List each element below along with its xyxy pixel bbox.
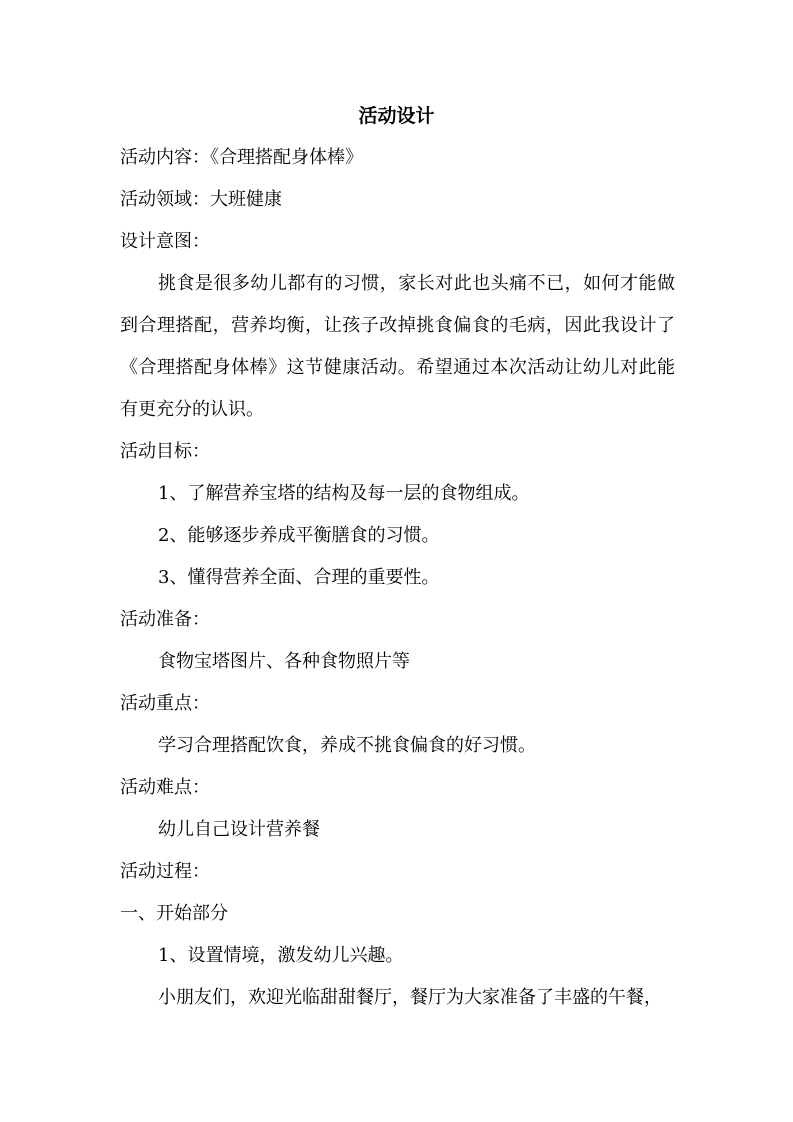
goal-item: 2、能够逐步养成平衡膳食的习惯。 (158, 525, 440, 546)
activity-content-line: 活动内容：《合理搭配身体棒》 (120, 147, 363, 168)
section-one-heading: 一、开始部分 (120, 903, 228, 924)
key-point-heading: 活动重点： (120, 693, 210, 714)
intent-paragraph-line: 到合理搭配，营养均衡，让孩子改掉挑食偏食的毛病，因此我设计了 (120, 315, 675, 336)
goal-item: 3、懂得营养全面、合理的重要性。 (158, 567, 440, 588)
preparation-heading: 活动准备： (120, 609, 210, 630)
key-point-text: 学习合理搭配饮食，养成不挑食偏食的好习惯。 (158, 735, 536, 756)
step-one-text: 小朋友们，欢迎光临甜甜餐厅，餐厅为大家准备了丰盛的午餐， (158, 987, 662, 1008)
difficulty-text: 幼儿自己设计营养餐 (158, 819, 320, 840)
document-title: 活动设计 (358, 105, 435, 127)
process-heading: 活动过程： (120, 861, 210, 882)
goal-item: 1、了解营养宝塔的结构及每一层的食物组成。 (158, 483, 530, 504)
activity-domain-line: 活动领域：大班健康 (120, 189, 282, 210)
intent-paragraph-line: 《合理搭配身体棒》这节健康活动。希望通过本次活动让幼儿对此能 (120, 357, 675, 378)
step-one-item: 1、设置情境，激发幼儿兴趣。 (158, 945, 404, 966)
goals-heading: 活动目标： (120, 441, 210, 462)
design-intent-heading: 设计意图： (120, 231, 210, 252)
intent-paragraph-line: 挑食是很多幼儿都有的习惯，家长对此也头痛不已，如何才能做 (158, 273, 675, 294)
preparation-text: 食物宝塔图片、各种食物照片等 (158, 651, 410, 672)
difficulty-heading: 活动难点： (120, 777, 210, 798)
intent-paragraph-line: 有更充分的认识。 (120, 399, 264, 420)
